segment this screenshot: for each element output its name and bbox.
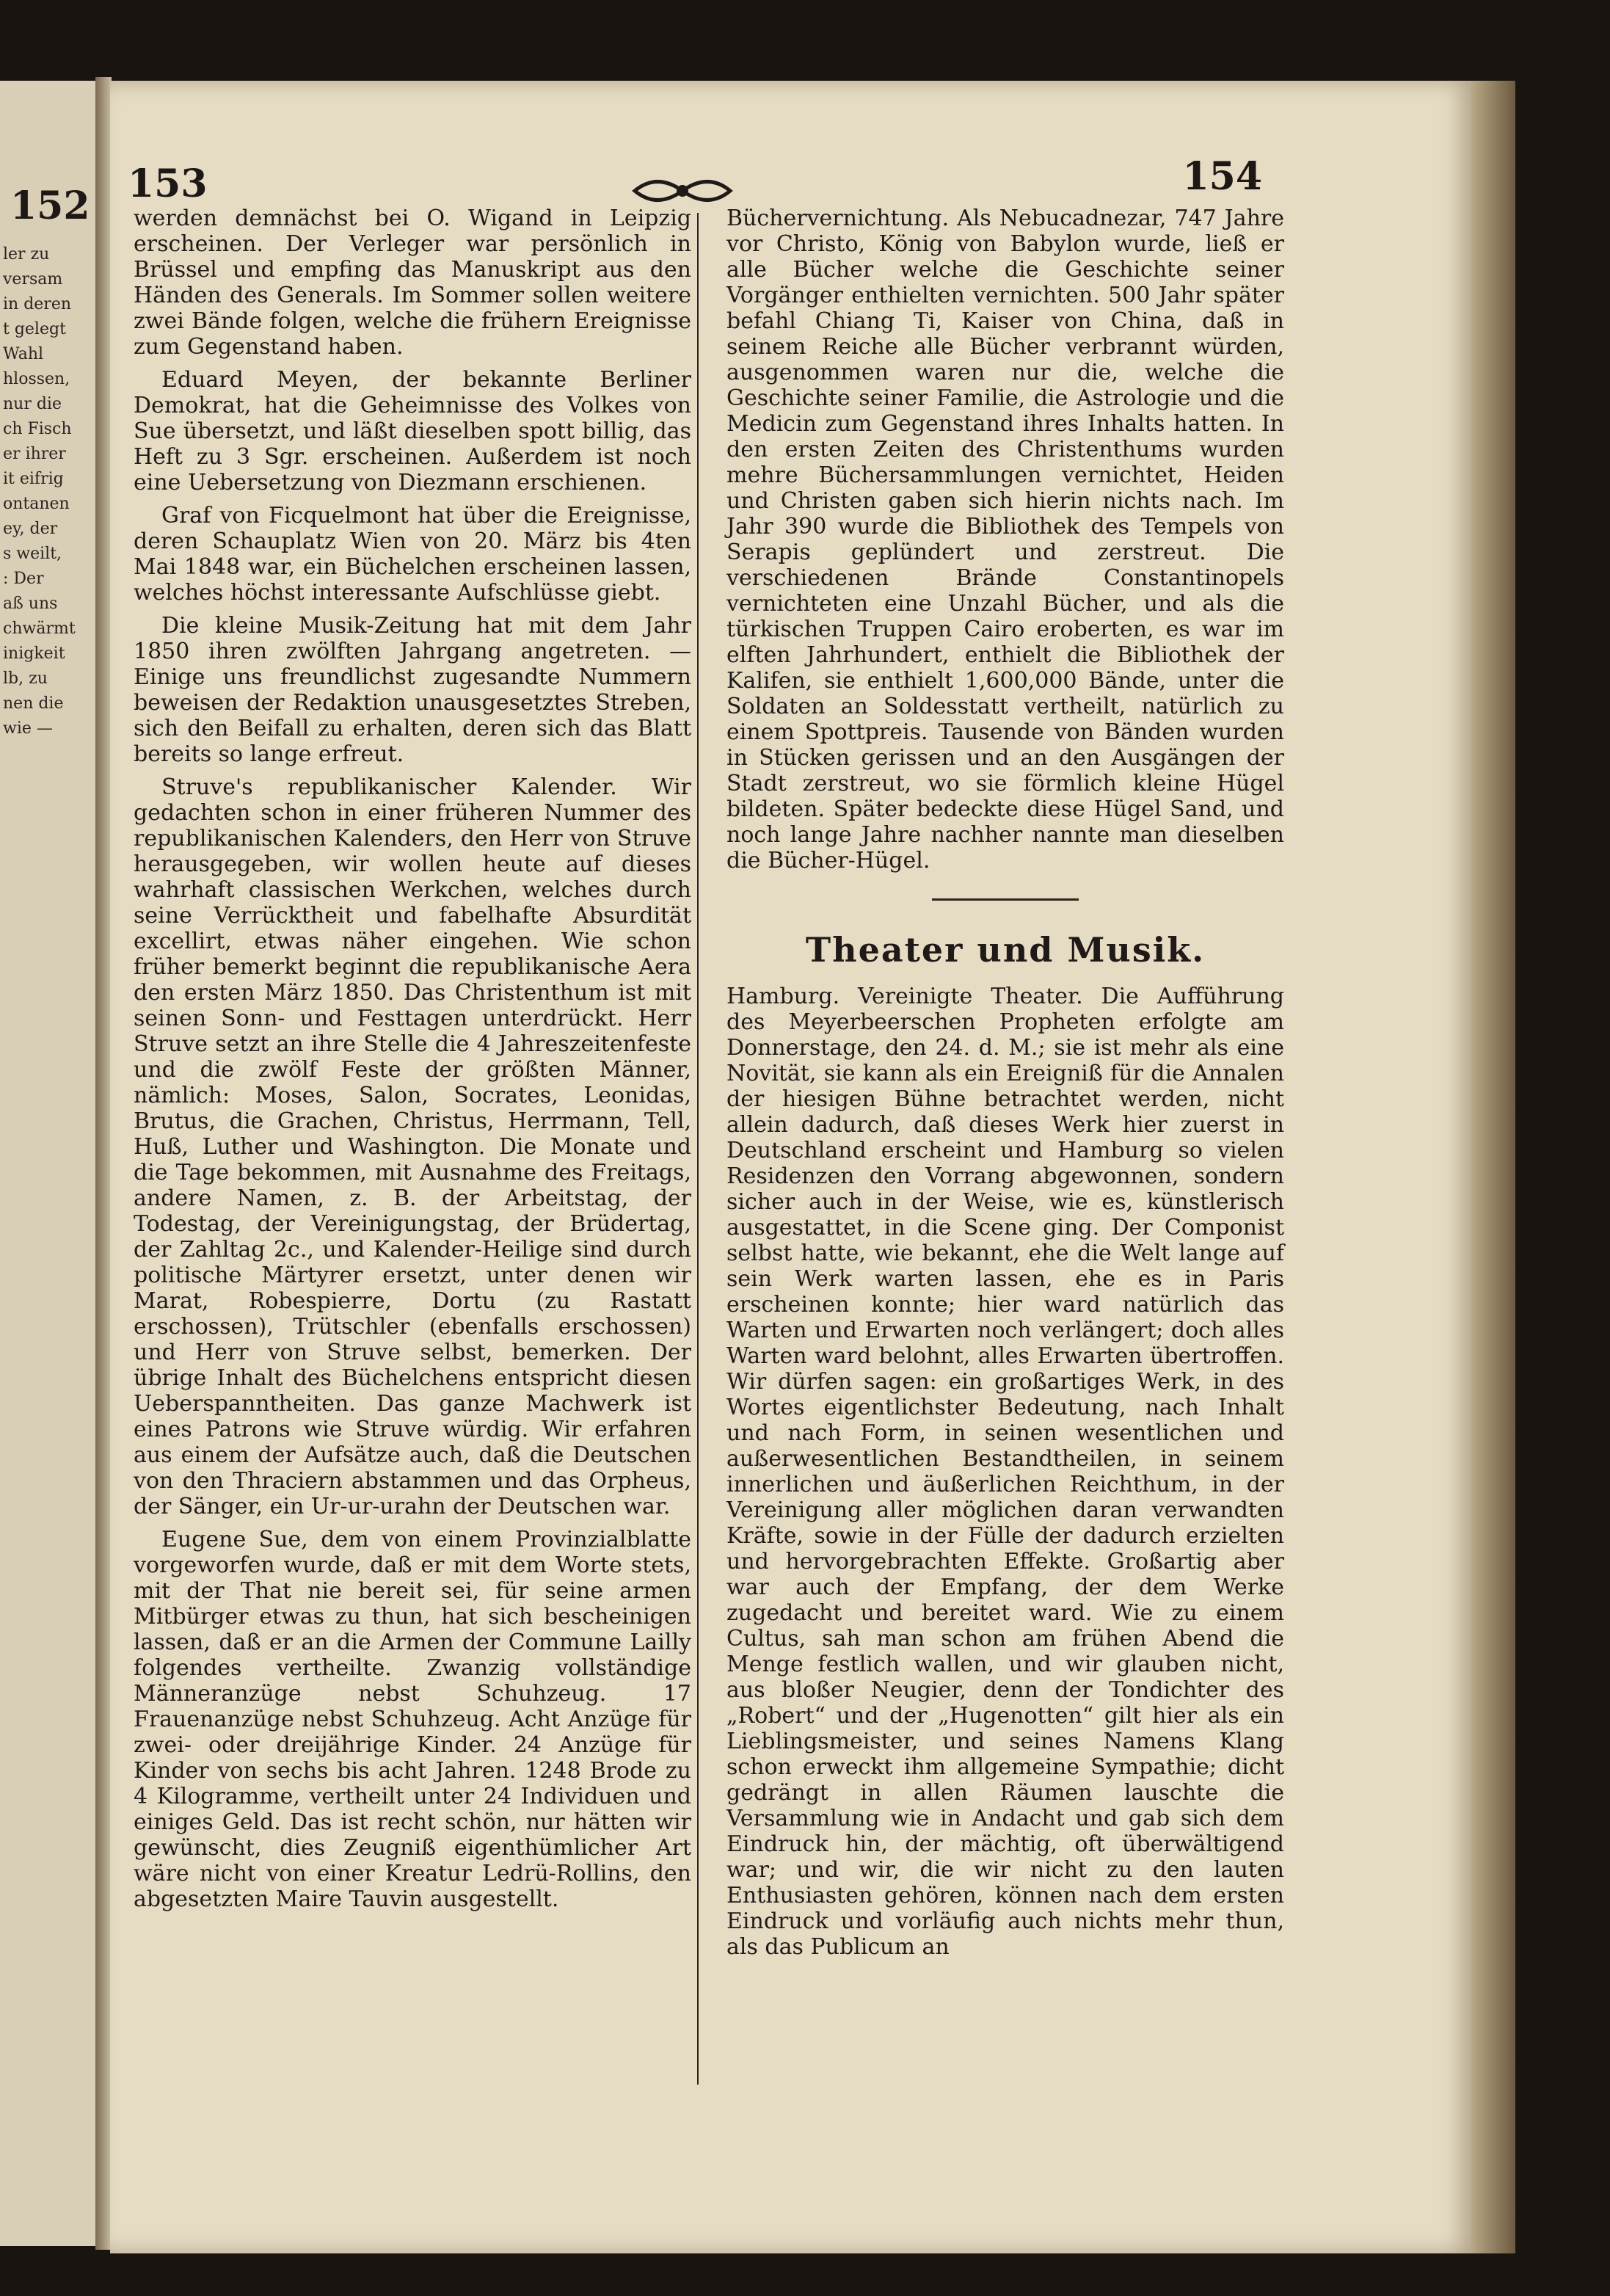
theater-article [726, 984, 1284, 1960]
paragraph: Eduard Meyen, der bekannte Berliner Demokrat, hat die Geheimnisse des Volkes von Sue übersetzt, und läßt dieselben spott billig, das Heft zu 3 Sgr. erscheinen. Außerdem ist noch eine Uebersetzung von Diezmann erschienen. [134, 367, 691, 495]
column-left [134, 206, 691, 1919]
left-snippet: ch Fisch [3, 420, 72, 438]
left-snippet: wie — [3, 719, 53, 738]
book-spine [95, 77, 112, 2250]
section-divider [932, 898, 1079, 901]
left-snippet: lb, zu [3, 669, 48, 688]
left-snippet: chwärmt [3, 620, 76, 638]
paragraph: Die kleine Musik-Zeitung hat mit dem Jahr 1850 ihren zwölften Jahrgang angetreten. — Einige uns freundlichst zugesandte Nummern beweisen der Redaktion unausgesetztes Streben, sich den Beifall zu erhalten, deren sich das Blatt bereits so lange erfreut. [134, 613, 691, 767]
page-number-154: 154 [1182, 154, 1262, 199]
paragraph: Büchervernichtung. Als Nebucadnezar, 747 Jahre vor Christo, König von Babylon wurde, ließ er alle Bücher welche die Geschichte seiner Vorgänger enthielten vernichten. 500 Jahr später befahl Chiang Ti, Kaiser von China, daß in seinem Reiche alle Bücher verbrannt würden, ausgenommen waren nur die, welche die Geschichte seiner Familie, die Astrologie und die Medicin zum Gegenstand ihres Inhalts hatten. In den ersten Zeiten des Christenthums wurden mehre Büchersammlungen vernichtet, Heiden und Christen gaben sich hierin nichts nach. Im Jahr 390 wurde die Bibliothek des Tempels von Serapis geplündert und zerstreut. Die verschiedenen Brände Constantinopels vernichteten eine Unzahl Bücher, und als die türkischen Truppen Cairo eroberten, es war im elften Jahrhundert, enthielt die Bibliothek der Kalifen, sie enthielt 1,600,000 Bände, unter die Soldaten an Soldesstatt vertheilt, natürlich zu einem Spottpreis. Tausende von Bänden wurden in Stücken gerissen und an den Ausgängen der Stadt zerstreut, wo sie förmlich kleine Hügel bildeten. Später bedeckte diese Hügel Sand, und noch lange Jahre nachher nannte man dieselben die Bücher-Hügel. [726, 206, 1284, 873]
left-snippet: er ihrer [3, 445, 66, 463]
left-snippet: t gelegt [3, 320, 66, 338]
left-snippet: s weilt, [3, 545, 62, 563]
paragraph: Eugene Sue, dem von einem Provinzialblatte vorgeworfen wurde, daß er mit dem Worte stets, mit der That nie bereit sei, für seine armen Mitbürger etwas zu thun, hat sich bescheinigen lassen, daß er an die Armen der Commune Lailly folgendes vertheilte. Zwanzig vollständige Männeranzüge nebst Schuhzeug. 17 Frauenanzüge nebst Schuhzeug. Acht Anzüge für zwei- oder dreijährige Kinder. 24 Anzüge für Kinder von sechs bis acht Jahren. 1248 Brode zu 4 Kilogramme, vertheilt unter 24 Individuen und einiges Geld. Das ist recht schön, nur hätten wir gewünscht, dies Zeugniß eigenthümlicher Art wäre nicht von einer Kreatur Ledrü-Rollins, den abgesetzten Maire Tauvin ausgestellt. [134, 1527, 691, 1912]
left-snippet: nur die [3, 395, 62, 413]
left-snippet: it eifrig [3, 470, 64, 488]
left-snippet: hlossen, [3, 370, 70, 388]
column-divider [697, 213, 699, 2085]
paragraph: werden demnächst bei O. Wigand in Leipzig erscheinen. Der Verleger war persönlich in Brüssel und empfing das Manuskript aus den Händen des Generals. Im Sommer sollen weitere zwei Bände folgen, welche die frühern Ereignisse zum Gegenstand haben. [134, 206, 691, 360]
left-snippet: Wahl [3, 345, 44, 363]
book-destruction-article [726, 206, 1284, 873]
paragraph: Hamburg. Vereinigte Theater. Die Aufführung des Meyerbeerschen Propheten erfolgte am Donnerstage, den 24. d. M.; sie ist mehr als eine Novität, sie kann als ein Ereigniß für die Annalen der hiesigen Bühne betrachtet werden, nicht allein dadurch, daß dieses Werk hier zuerst in Deutschland erscheint und Hamburg so vielen Residenzen den Vorrang abgewonnen, sondern sicher auch in der Weise, wie es, künstlerisch ausgestattet, in die Scene ging. Der Componist selbst hatte, wie bekannt, ehe die Welt lange auf sein Werk warten lassen, ehe es in Paris erscheinen konnte; hier ward natürlich das Warten und Erwarten noch verlängert; doch alles Warten ward belohnt, alles Erwarten übertroffen. Wir dürfen sagen: ein großartiges Werk, in des Wortes eigentlichster Bedeutung, nach Inhalt und nach Form, in seinen wesentlichen und außerwesentlichen Bestandtheilen, in seinem innerlichen und äußerlichen Reichthum, in der Vereinigung aller möglichen daran verwandten Kräfte, sowie in der Fülle der dadurch erzielten und hervorgebrachten Effekte. Großartig aber war auch der Empfang, der dem Werke zugedacht und bereitet ward. Wie zu einem Cultus, sah man schon am frühen Abend die Menge festlich wallen, und wir glauben nicht, aus bloßer Neugier, denn der Tondichter des „Robert“ und der „Hugenotten“ gilt hier als ein Lieblingsmeister, und seines Namens Klang schon erweckt ihm allgemeine Sympathie; dicht gedrängt in allen Räumen lauschte die Versammlung wie in Andacht und gab sich dem Eindruck hin, der mächtig, oft überwältigend war; und wir, die wir nicht zu den lauten Enthusiasten gehören, können nach dem ersten Eindruck und vorläufig auch nichts mehr thun, als das Publicum an [726, 984, 1284, 1960]
left-page-snippets [3, 242, 84, 741]
paragraph: Graf von Ficquelmont hat über die Ereignisse, deren Schauplatz Wien von 20. März bis 4ten Mai 1848 war, ein Büchelchen erscheinen lassen, welches höchst interessante Aufschlüsse giebt. [134, 503, 691, 606]
left-snippet: nen die [3, 694, 64, 713]
left-snippet: versam [3, 270, 63, 288]
page-number-153: 153 [128, 161, 208, 206]
left-snippet: ey, der [3, 520, 58, 538]
left-snippet: aß uns [3, 595, 58, 613]
section-title: Theater und Musik. [805, 930, 1206, 970]
left-snippet: ontanen [3, 495, 70, 513]
left-page [0, 81, 98, 2246]
book-edge [1471, 81, 1515, 2253]
right-page [110, 81, 1475, 2253]
left-snippet: in deren [3, 295, 72, 313]
column-right [726, 206, 1284, 1967]
left-snippet: : Der [3, 570, 44, 588]
left-page-number: 152 [10, 184, 90, 228]
left-snippet: ler zu [3, 245, 50, 264]
left-snippet: inigkeit [3, 644, 65, 663]
paragraph: Struve's republikanischer Kalender. Wir gedachten schon in einer früheren Nummer des republikanischen Kalenders, den Herr von Struve herausgegeben, wir wollen heute auf dieses wahrhaft classischen Werkchen, welches durch seine Verrücktheit und fabelhafte Absurdität excellirt, etwas näher eingehen. Wie schon früher bemerkt beginnt die republikanische Aera den ersten März 1850. Das Christenthum ist mit seinen Sonn- und Festtagen unterdrückt. Herr Struve setzt an ihre Stelle die 4 Jahreszeitenfeste und die zwölf Feste der größten Männer, nämlich: Moses, Salon, Socrates, Leonidas, Brutus, die Grachen, Christus, Herrmann, Tell, Huß, Luther und Washington. Die Monate und die Tage bekommen, mit Ausnahme des Freitags, andere Namen, z. B. der Arbeitstag, der Todestag, der Vereinigungstag, der Brüdertag, der Zahltag 2c., und Kalender-Heilige sind durch politische Märtyrer ersetzt, unter denen wir Marat, Robespierre, Dortu (zu Rastatt erschossen), Trütschler (ebenfalls erschossen) und Herr von Struve selbst, bemerken. Der übrige Inhalt des Büchelchens entspricht diesen Ueberspanntheiten. Das ganze Machwerk ist eines Patrons wie Struve würdig. Wir erfahren aus einem der Aufsätze auch, daß die Deutschen von den Thraciern abstammen und das Orpheus, der Sänger, ein Ur-ur-urahn der Deutschen war. [134, 774, 691, 1519]
